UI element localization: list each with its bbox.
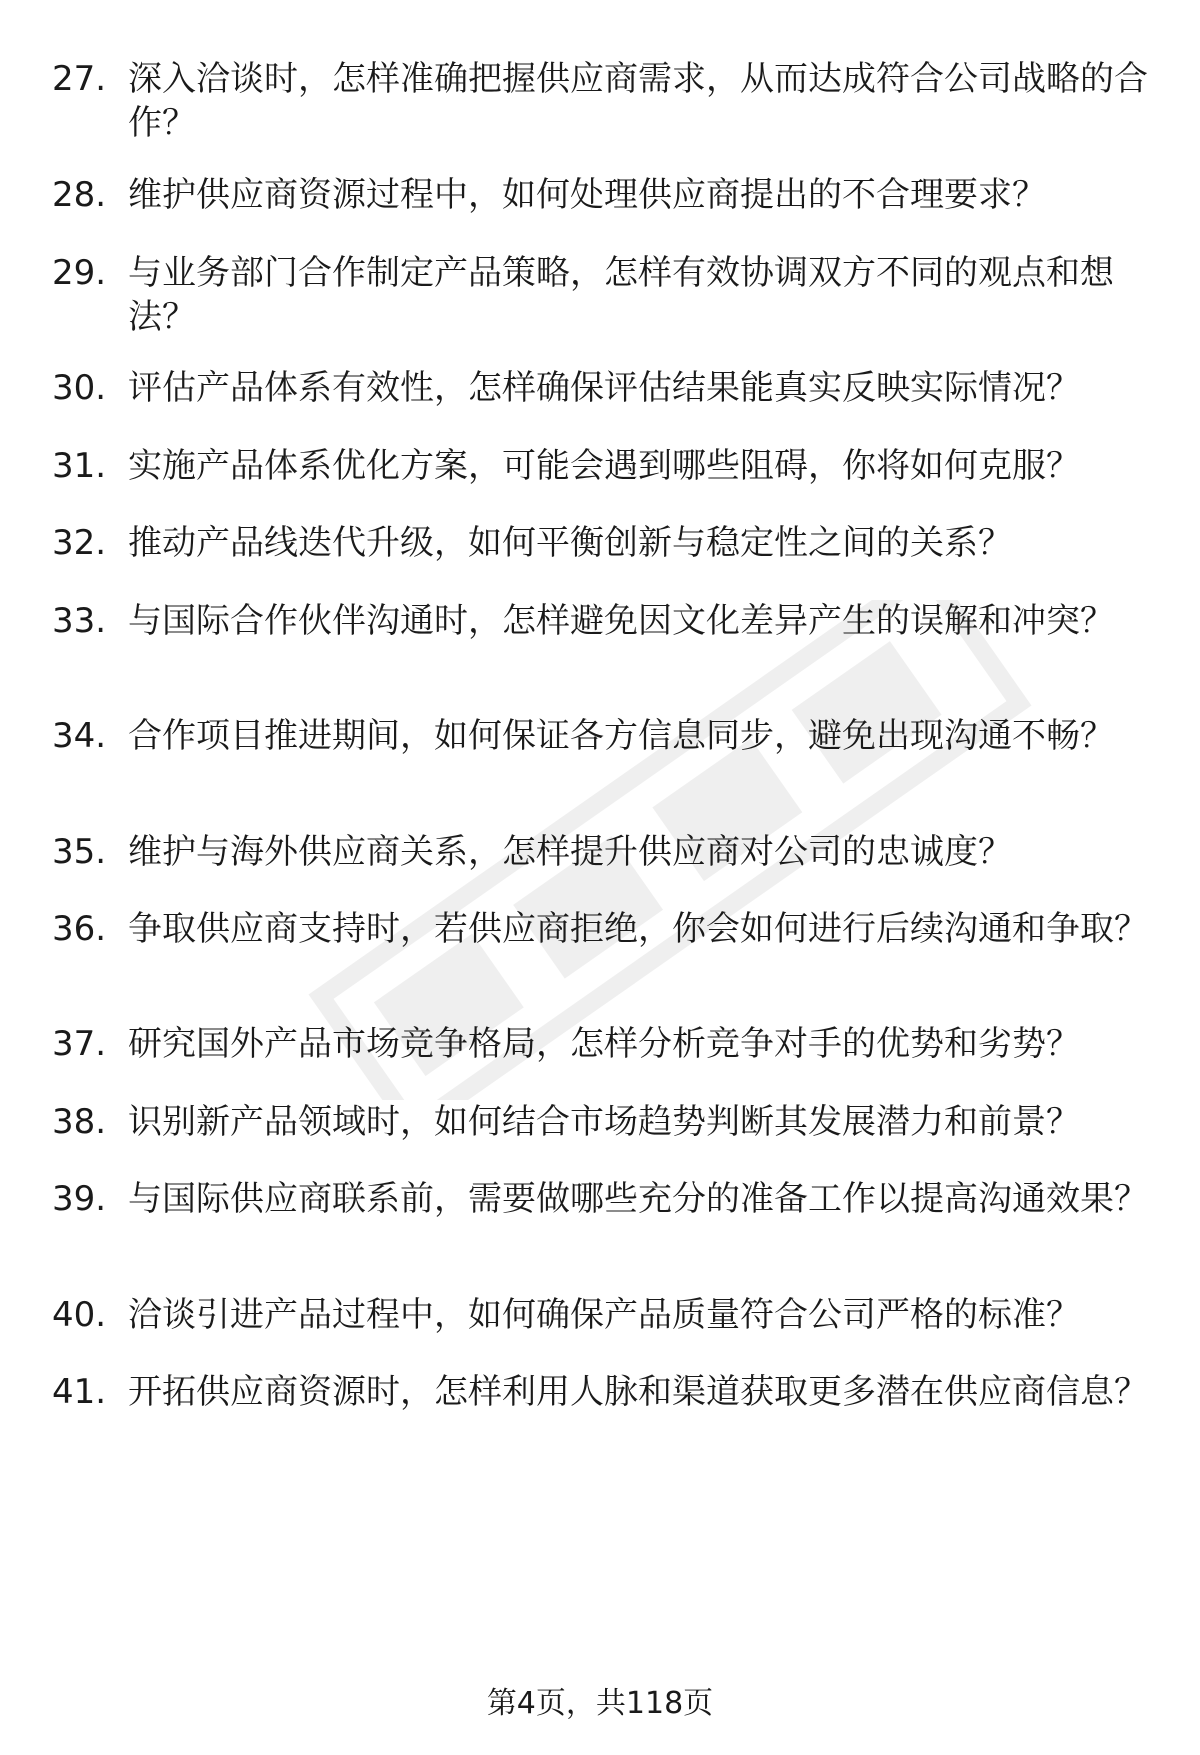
list-item bbox=[52, 1370, 1152, 1414]
question-text: 与业务部门合作制定产品策略，怎样有效协调双方不同的观点和想法？ bbox=[128, 253, 1114, 337]
question-number: 39. bbox=[52, 1179, 107, 1219]
page-footer: 第4页，共118页 bbox=[486, 1686, 714, 1721]
question-text: 维护与海外供应商关系，怎样提升供应商对公司的忠诚度？ bbox=[128, 832, 1012, 872]
list-item bbox=[52, 251, 1152, 339]
question-text: 洽谈引进产品过程中，如何确保产品质量符合公司严格的标准？ bbox=[128, 1295, 1080, 1335]
question-text: 与国际合作伙伴沟通时，怎样避免因文化差异产生的误解和冲突？ bbox=[128, 601, 1114, 641]
list-item bbox=[52, 1022, 1152, 1066]
question-number: 30. bbox=[52, 368, 107, 408]
list-item bbox=[52, 1293, 1152, 1337]
list-item bbox=[52, 1100, 1152, 1144]
question-number: 40. bbox=[52, 1295, 107, 1335]
question-number: 29. bbox=[52, 253, 107, 293]
question-number: 27. bbox=[52, 59, 107, 99]
question-text: 争取供应商支持时，若供应商拒绝，你会如何进行后续沟通和争取？ bbox=[128, 909, 1148, 949]
question-number: 34. bbox=[52, 716, 107, 756]
question-number: 41. bbox=[52, 1372, 107, 1412]
list-item bbox=[52, 173, 1152, 217]
question-number: 38. bbox=[52, 1102, 107, 1142]
question-text: 合作项目推进期间，如何保证各方信息同步，避免出现沟通不畅？ bbox=[128, 716, 1114, 756]
question-number: 28. bbox=[52, 175, 107, 215]
question-number: 31. bbox=[52, 446, 107, 486]
question-text: 识别新产品领域时，如何结合市场趋势判断其发展潜力和前景？ bbox=[128, 1102, 1080, 1142]
question-text: 维护供应商资源过程中，如何处理供应商提出的不合理要求？ bbox=[128, 175, 1046, 215]
question-text: 深入洽谈时，怎样准确把握供应商需求，从而达成符合公司战略的合作？ bbox=[128, 59, 1148, 143]
list-item bbox=[52, 57, 1152, 145]
list-item bbox=[52, 1177, 1152, 1221]
question-number: 36. bbox=[52, 909, 107, 949]
list-item bbox=[52, 444, 1152, 488]
question-number: 32. bbox=[52, 523, 107, 563]
question-text: 实施产品体系优化方案，可能会遇到哪些阻碍，你将如何克服？ bbox=[128, 446, 1080, 486]
question-number: 35. bbox=[52, 832, 107, 872]
list-item bbox=[52, 907, 1152, 951]
question-number: 37. bbox=[52, 1024, 107, 1064]
question-number: 33. bbox=[52, 601, 107, 641]
list-item bbox=[52, 521, 1152, 565]
list-item bbox=[52, 599, 1152, 643]
list-item bbox=[52, 830, 1152, 874]
list-item bbox=[52, 366, 1152, 410]
question-text: 开拓供应商资源时，怎样利用人脉和渠道获取更多潜在供应商信息？ bbox=[128, 1372, 1148, 1412]
question-text: 评估产品体系有效性，怎样确保评估结果能真实反映实际情况？ bbox=[128, 368, 1080, 408]
question-text: 推动产品线迭代升级，如何平衡创新与稳定性之间的关系？ bbox=[128, 523, 1012, 563]
list-item bbox=[52, 714, 1152, 758]
question-text: 研究国外产品市场竞争格局，怎样分析竞争对手的优势和劣势？ bbox=[128, 1024, 1080, 1064]
question-text: 与国际供应商联系前，需要做哪些充分的准备工作以提高沟通效果？ bbox=[128, 1179, 1148, 1219]
